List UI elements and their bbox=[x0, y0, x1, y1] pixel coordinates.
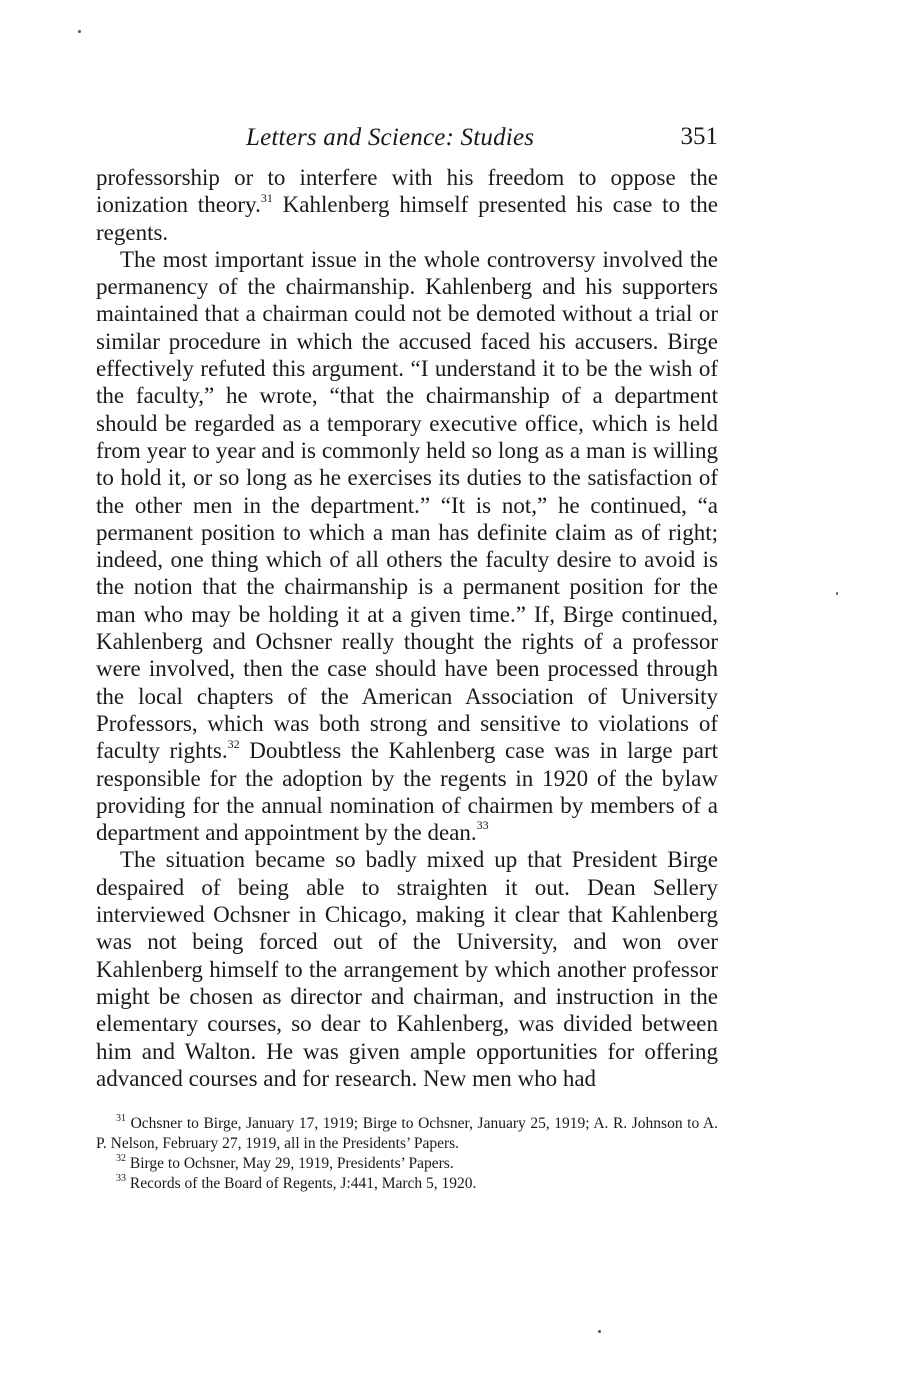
body-text bbox=[96, 164, 718, 1092]
paragraph-text: Doubtless the Kahlenberg case was in large part responsible for the adoption by the regents in 1920 of the bylaw providing for the annual nomination of chairmen by members of a department and appointment by the dean. bbox=[96, 738, 718, 846]
paragraph-text: Kahlenberg himself presented his case to the regents. bbox=[96, 192, 719, 245]
paragraph bbox=[96, 164, 718, 246]
page-number: 351 bbox=[680, 123, 718, 150]
footnote-reference: 33 bbox=[476, 818, 489, 833]
scan-speck bbox=[836, 592, 838, 595]
footnote-text: Ochsner to Birge, January 17, 1919; Birge to Ochsner, January 25, 1919; A. R. Johnson to A. P. Nelson, February 27, 1919, all in the Presidents’ Papers. bbox=[96, 1115, 718, 1153]
page-content bbox=[96, 120, 718, 1194]
paragraph bbox=[96, 846, 718, 1092]
footnotes bbox=[96, 1114, 718, 1194]
footnote bbox=[96, 1174, 718, 1194]
scan-speck bbox=[598, 1330, 601, 1333]
footnote-text: Birge to Ochsner, May 29, 1919, Presidents’ Papers. bbox=[129, 1155, 454, 1173]
paragraph-text: professorship or to interfere with his freedom to oppose the ionization theory. bbox=[96, 165, 718, 218]
footnote-reference: 32 bbox=[227, 736, 240, 751]
footnote-text: Records of the Board of Regents, J:441, March 5, 1920. bbox=[129, 1175, 477, 1193]
footnote bbox=[96, 1114, 718, 1154]
paragraph bbox=[96, 246, 718, 847]
page-header bbox=[96, 120, 718, 158]
paragraph-text: The situation became so badly mixed up that President Birge despaired of being able to straighten it out. Dean Sellery interviewed Ochsner in Chicago, making it clear that Kahlenberg was not being forced out of the University, and won over Kahlenberg himself to the arrangement by which another professor might be chosen as director and chairman, and instruction in the elementary courses, so dear to Kahlenberg, was divided between him and Walton. He was given ample opportunities for offering advanced courses and for research. New men who had bbox=[96, 847, 718, 1091]
footnote bbox=[96, 1154, 718, 1174]
footnote-number: 32 bbox=[116, 1152, 126, 1164]
scan-speck bbox=[78, 30, 81, 33]
footnote-number: 33 bbox=[116, 1172, 126, 1184]
paragraph-text: The most important issue in the whole controversy involved the permanency of the chairmanship. Kahlenberg and his supporters maintained that a chairman could not be demoted without a trial or similar procedure in which the accused faced his accusers. Birge effectively refuted this argument. “I understand it to be the wish of the faculty,” he wrote, “that the chairmanship of a department should be regarded as a temporary executive office, which is held from year to year and is commonly held so long as a man is willing to hold it, or so long as he exercises its duties to the satisfaction of the other men in the department.” “It is not,” he continued, “a permanent position to which a man has definite claim as of right; indeed, one thing which of all others the faculty desire to avoid is the notion that the chairmanship is a permanent position for the man who may be holding it at a given time.” If, Birge continued, Kahlenberg and Ochsner really thought the rights of a professor were involved, then the case should have been processed through the local chapters of the American Association of University Professors, which was both strong and sensitive to violations of faculty rights. bbox=[96, 246, 718, 764]
footnote-reference: 31 bbox=[260, 190, 273, 205]
footnote-number: 31 bbox=[116, 1112, 126, 1124]
running-head: Letters and Science: Studies bbox=[246, 124, 535, 151]
